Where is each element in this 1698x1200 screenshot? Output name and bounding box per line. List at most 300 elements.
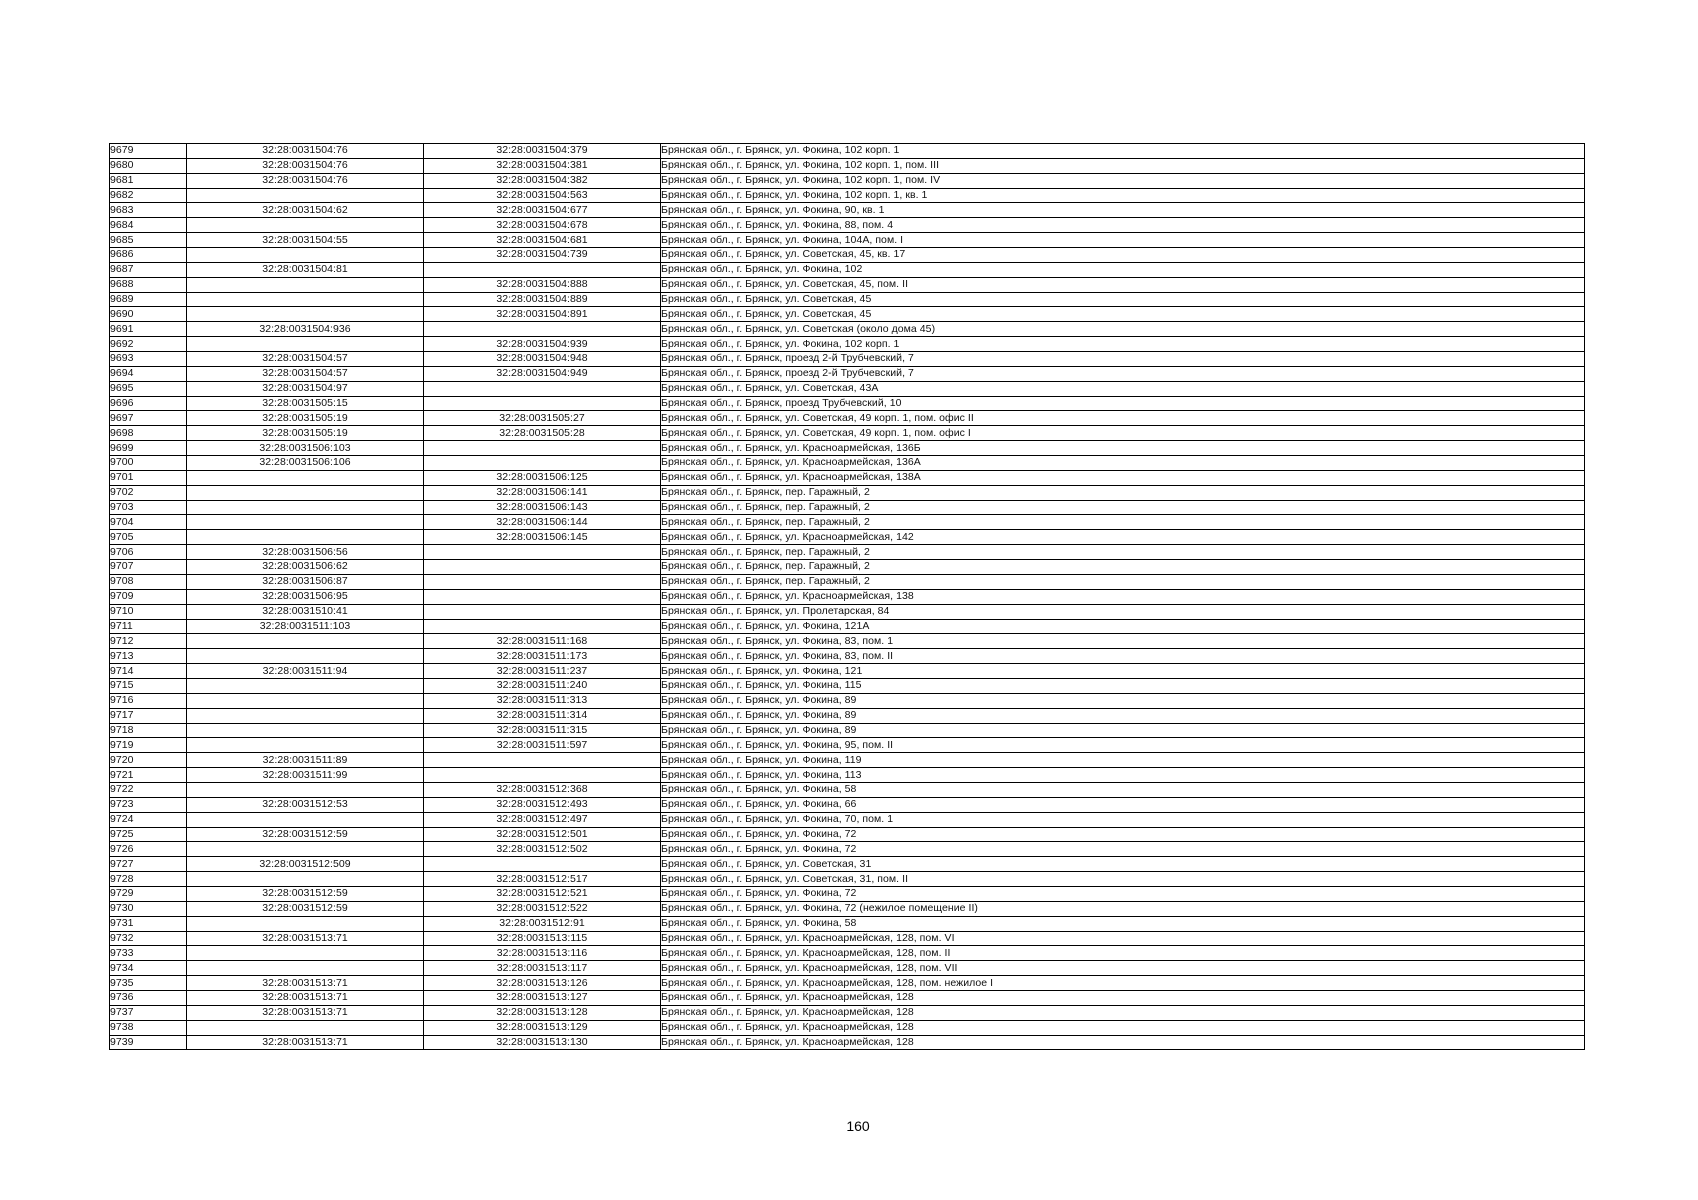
address-cell: Брянская обл., г. Брянск, пер. Гаражный, 2 xyxy=(661,515,1585,530)
row-number-cell: 9683 xyxy=(110,203,187,218)
row-number-cell: 9716 xyxy=(110,693,187,708)
parent-cadastral-number-cell xyxy=(187,946,424,961)
address-cell: Брянская обл., г. Брянск, ул. Красноармейская, 138А xyxy=(661,470,1585,485)
address-cell: Брянская обл., г. Брянск, ул. Фокина, 95, пом. II xyxy=(661,738,1585,753)
address-cell: Брянская обл., г. Брянск, ул. Фокина, 102 корп. 1, пом. III xyxy=(661,158,1585,173)
table-row xyxy=(110,931,1585,946)
row-number-cell: 9688 xyxy=(110,277,187,292)
cadastral-number-cell: 32:28:0031513:116 xyxy=(424,946,661,961)
parent-cadastral-number-cell: 32:28:0031506:56 xyxy=(187,545,424,560)
table-row xyxy=(110,366,1585,381)
address-cell: Брянская обл., г. Брянск, ул. Советская, 43А xyxy=(661,381,1585,396)
table-row xyxy=(110,708,1585,723)
address-cell: Брянская обл., г. Брянск, ул. Красноармейская, 128, пом. VII xyxy=(661,961,1585,976)
address-cell: Брянская обл., г. Брянск, ул. Красноармейская, 142 xyxy=(661,530,1585,545)
parent-cadastral-number-cell: 32:28:0031504:57 xyxy=(187,366,424,381)
address-cell: Брянская обл., г. Брянск, ул. Фокина, 121А xyxy=(661,619,1585,634)
parent-cadastral-number-cell: 32:28:0031506:62 xyxy=(187,560,424,575)
parent-cadastral-number-cell xyxy=(187,1020,424,1035)
cadastral-number-cell: 32:28:0031511:237 xyxy=(424,664,661,679)
row-number-cell: 9731 xyxy=(110,916,187,931)
parent-cadastral-number-cell xyxy=(187,470,424,485)
parent-cadastral-number-cell xyxy=(187,649,424,664)
address-cell: Брянская обл., г. Брянск, ул. Советская, 45 xyxy=(661,307,1585,322)
row-number-cell: 9709 xyxy=(110,589,187,604)
row-number-cell: 9727 xyxy=(110,857,187,872)
cadastral-number-cell: 32:28:0031512:522 xyxy=(424,901,661,916)
table-row xyxy=(110,277,1585,292)
parent-cadastral-number-cell: 32:28:0031504:76 xyxy=(187,144,424,159)
table-row xyxy=(110,322,1585,337)
cadastral-number-cell: 32:28:0031513:129 xyxy=(424,1020,661,1035)
table-row xyxy=(110,381,1585,396)
cadastral-number-cell xyxy=(424,574,661,589)
cadastral-number-cell: 32:28:0031504:681 xyxy=(424,233,661,248)
parent-cadastral-number-cell: 32:28:0031506:103 xyxy=(187,441,424,456)
row-number-cell: 9686 xyxy=(110,248,187,263)
address-cell: Брянская обл., г. Брянск, ул. Фокина, 102 xyxy=(661,262,1585,277)
table-row xyxy=(110,500,1585,515)
cadastral-number-cell: 32:28:0031511:240 xyxy=(424,678,661,693)
row-number-cell: 9679 xyxy=(110,144,187,159)
table-row xyxy=(110,530,1585,545)
row-number-cell: 9698 xyxy=(110,426,187,441)
row-number-cell: 9738 xyxy=(110,1020,187,1035)
cadastral-number-cell xyxy=(424,753,661,768)
address-cell: Брянская обл., г. Брянск, ул. Красноармейская, 136А xyxy=(661,456,1585,471)
table-row xyxy=(110,1035,1585,1050)
row-number-cell: 9732 xyxy=(110,931,187,946)
cadastral-number-cell: 32:28:0031504:379 xyxy=(424,144,661,159)
table-row xyxy=(110,426,1585,441)
cadastral-number-cell: 32:28:0031513:128 xyxy=(424,1005,661,1020)
parent-cadastral-number-cell xyxy=(187,738,424,753)
table-row xyxy=(110,144,1585,159)
address-cell: Брянская обл., г. Брянск, ул. Фокина, 72 (нежилое помещение II) xyxy=(661,901,1585,916)
row-number-cell: 9723 xyxy=(110,797,187,812)
row-number-cell: 9717 xyxy=(110,708,187,723)
address-cell: Брянская обл., г. Брянск, ул. Фокина, 89 xyxy=(661,723,1585,738)
row-number-cell: 9734 xyxy=(110,961,187,976)
table-row xyxy=(110,337,1585,352)
cadastral-number-cell: 32:28:0031504:939 xyxy=(424,337,661,352)
table-row xyxy=(110,797,1585,812)
row-number-cell: 9712 xyxy=(110,634,187,649)
parent-cadastral-number-cell: 32:28:0031506:106 xyxy=(187,456,424,471)
parent-cadastral-number-cell: 32:28:0031505:15 xyxy=(187,396,424,411)
row-number-cell: 9711 xyxy=(110,619,187,634)
address-cell: Брянская обл., г. Брянск, пер. Гаражный, 2 xyxy=(661,545,1585,560)
cadastral-number-cell xyxy=(424,589,661,604)
table-row xyxy=(110,842,1585,857)
parent-cadastral-number-cell xyxy=(187,248,424,263)
address-cell: Брянская обл., г. Брянск, проезд Трубчевский, 10 xyxy=(661,396,1585,411)
parent-cadastral-number-cell: 32:28:0031504:62 xyxy=(187,203,424,218)
cadastral-number-cell: 32:28:0031511:597 xyxy=(424,738,661,753)
cadastral-number-cell: 32:28:0031511:313 xyxy=(424,693,661,708)
address-cell: Брянская обл., г. Брянск, ул. Фокина, 58 xyxy=(661,916,1585,931)
table-row xyxy=(110,916,1585,931)
parent-cadastral-number-cell xyxy=(187,485,424,500)
cadastral-number-cell xyxy=(424,768,661,783)
parent-cadastral-number-cell: 32:28:0031513:71 xyxy=(187,931,424,946)
address-cell: Брянская обл., г. Брянск, ул. Фокина, 90, кв. 1 xyxy=(661,203,1585,218)
row-number-cell: 9697 xyxy=(110,411,187,426)
parent-cadastral-number-cell: 32:28:0031506:87 xyxy=(187,574,424,589)
parent-cadastral-number-cell xyxy=(187,337,424,352)
cadastral-number-cell: 32:28:0031511:314 xyxy=(424,708,661,723)
table-row xyxy=(110,396,1585,411)
row-number-cell: 9706 xyxy=(110,545,187,560)
row-number-cell: 9707 xyxy=(110,560,187,575)
row-number-cell: 9695 xyxy=(110,381,187,396)
cadastral-number-cell: 32:28:0031513:130 xyxy=(424,1035,661,1050)
parent-cadastral-number-cell: 32:28:0031512:59 xyxy=(187,886,424,901)
parent-cadastral-number-cell xyxy=(187,678,424,693)
table-row xyxy=(110,352,1585,367)
row-number-cell: 9729 xyxy=(110,886,187,901)
address-cell: Брянская обл., г. Брянск, ул. Советская, 45, кв. 17 xyxy=(661,248,1585,263)
parent-cadastral-number-cell xyxy=(187,782,424,797)
address-cell: Брянская обл., г. Брянск, ул. Фокина, 102 корп. 1, кв. 1 xyxy=(661,188,1585,203)
table-row xyxy=(110,768,1585,783)
cadastral-number-cell: 32:28:0031506:141 xyxy=(424,485,661,500)
row-number-cell: 9693 xyxy=(110,352,187,367)
table-row xyxy=(110,782,1585,797)
cadastral-number-cell: 32:28:0031511:173 xyxy=(424,649,661,664)
table-row xyxy=(110,218,1585,233)
row-number-cell: 9736 xyxy=(110,990,187,1005)
address-cell: Брянская обл., г. Брянск, ул. Советская, 31, пом. II xyxy=(661,872,1585,887)
parent-cadastral-number-cell xyxy=(187,961,424,976)
row-number-cell: 9739 xyxy=(110,1035,187,1050)
cadastral-number-cell xyxy=(424,619,661,634)
row-number-cell: 9708 xyxy=(110,574,187,589)
address-cell: Брянская обл., г. Брянск, ул. Фокина, 88, пом. 4 xyxy=(661,218,1585,233)
address-cell: Брянская обл., г. Брянск, проезд 2-й Трубчевский, 7 xyxy=(661,352,1585,367)
cadastral-number-cell xyxy=(424,545,661,560)
cadastral-number-cell: 32:28:0031511:168 xyxy=(424,634,661,649)
address-cell: Брянская обл., г. Брянск, ул. Красноармейская, 128, пом. II xyxy=(661,946,1585,961)
row-number-cell: 9684 xyxy=(110,218,187,233)
address-cell: Брянская обл., г. Брянск, пер. Гаражный, 2 xyxy=(661,560,1585,575)
table-row xyxy=(110,976,1585,991)
row-number-cell: 9735 xyxy=(110,976,187,991)
cadastral-number-cell xyxy=(424,857,661,872)
cadastral-number-cell xyxy=(424,396,661,411)
cadastral-number-cell xyxy=(424,262,661,277)
parent-cadastral-number-cell: 32:28:0031513:71 xyxy=(187,990,424,1005)
row-number-cell: 9703 xyxy=(110,500,187,515)
row-number-cell: 9713 xyxy=(110,649,187,664)
cadastral-number-cell: 32:28:0031512:502 xyxy=(424,842,661,857)
row-number-cell: 9696 xyxy=(110,396,187,411)
address-cell: Брянская обл., г. Брянск, ул. Фокина, 102 корп. 1, пом. IV xyxy=(661,173,1585,188)
row-number-cell: 9702 xyxy=(110,485,187,500)
parent-cadastral-number-cell: 32:28:0031505:19 xyxy=(187,426,424,441)
cadastral-number-cell: 32:28:0031512:501 xyxy=(424,827,661,842)
cadastral-number-cell: 32:28:0031504:889 xyxy=(424,292,661,307)
cadastral-number-cell xyxy=(424,456,661,471)
parent-cadastral-number-cell: 32:28:0031513:71 xyxy=(187,1005,424,1020)
address-cell: Брянская обл., г. Брянск, ул. Фокина, 66 xyxy=(661,797,1585,812)
table-row xyxy=(110,664,1585,679)
table-row xyxy=(110,411,1585,426)
table-row xyxy=(110,649,1585,664)
parent-cadastral-number-cell xyxy=(187,530,424,545)
table-row xyxy=(110,961,1585,976)
cadastral-number-cell: 32:28:0031504:382 xyxy=(424,173,661,188)
registry-table-body xyxy=(110,144,1585,1050)
row-number-cell: 9721 xyxy=(110,768,187,783)
address-cell: Брянская обл., г. Брянск, ул. Пролетарская, 84 xyxy=(661,604,1585,619)
cadastral-number-cell: 32:28:0031512:493 xyxy=(424,797,661,812)
row-number-cell: 9714 xyxy=(110,664,187,679)
parent-cadastral-number-cell xyxy=(187,307,424,322)
row-number-cell: 9704 xyxy=(110,515,187,530)
address-cell: Брянская обл., г. Брянск, ул. Советская (около дома 45) xyxy=(661,322,1585,337)
table-row xyxy=(110,560,1585,575)
table-row xyxy=(110,470,1585,485)
table-row xyxy=(110,604,1585,619)
table-row xyxy=(110,158,1585,173)
cadastral-number-cell: 32:28:0031512:517 xyxy=(424,872,661,887)
cadastral-number-cell xyxy=(424,381,661,396)
parent-cadastral-number-cell: 32:28:0031504:76 xyxy=(187,173,424,188)
table-row xyxy=(110,872,1585,887)
address-cell: Брянская обл., г. Брянск, ул. Фокина, 89 xyxy=(661,693,1585,708)
row-number-cell: 9724 xyxy=(110,812,187,827)
address-cell: Брянская обл., г. Брянск, ул. Фокина, 72 xyxy=(661,827,1585,842)
table-row xyxy=(110,188,1585,203)
table-row xyxy=(110,1005,1585,1020)
cadastral-number-cell: 32:28:0031513:127 xyxy=(424,990,661,1005)
row-number-cell: 9680 xyxy=(110,158,187,173)
address-cell: Брянская обл., г. Брянск, ул. Советская, 31 xyxy=(661,857,1585,872)
parent-cadastral-number-cell: 32:28:0031504:81 xyxy=(187,262,424,277)
address-cell: Брянская обл., г. Брянск, ул. Советская, 49 корп. 1, пом. офис I xyxy=(661,426,1585,441)
row-number-cell: 9694 xyxy=(110,366,187,381)
address-cell: Брянская обл., г. Брянск, ул. Фокина, 102 корп. 1 xyxy=(661,144,1585,159)
address-cell: Брянская обл., г. Брянск, ул. Фокина, 83, пом. II xyxy=(661,649,1585,664)
cadastral-number-cell: 32:28:0031504:678 xyxy=(424,218,661,233)
table-row xyxy=(110,248,1585,263)
cadastral-number-cell: 32:28:0031512:368 xyxy=(424,782,661,797)
table-row xyxy=(110,1020,1585,1035)
cadastral-number-cell xyxy=(424,604,661,619)
table-row xyxy=(110,901,1585,916)
table-row xyxy=(110,203,1585,218)
parent-cadastral-number-cell: 32:28:0031506:95 xyxy=(187,589,424,604)
parent-cadastral-number-cell: 32:28:0031511:99 xyxy=(187,768,424,783)
address-cell: Брянская обл., г. Брянск, ул. Красноармейская, 128 xyxy=(661,1035,1585,1050)
parent-cadastral-number-cell: 32:28:0031504:97 xyxy=(187,381,424,396)
parent-cadastral-number-cell: 32:28:0031512:509 xyxy=(187,857,424,872)
address-cell: Брянская обл., г. Брянск, ул. Фокина, 113 xyxy=(661,768,1585,783)
parent-cadastral-number-cell: 32:28:0031504:55 xyxy=(187,233,424,248)
cadastral-number-cell: 32:28:0031504:948 xyxy=(424,352,661,367)
address-cell: Брянская обл., г. Брянск, ул. Красноармейская, 128, пом. нежилое I xyxy=(661,976,1585,991)
row-number-cell: 9715 xyxy=(110,678,187,693)
parent-cadastral-number-cell xyxy=(187,708,424,723)
address-cell: Брянская обл., г. Брянск, ул. Советская, 49 корп. 1, пом. офис II xyxy=(661,411,1585,426)
table-row xyxy=(110,693,1585,708)
parent-cadastral-number-cell: 32:28:0031510:41 xyxy=(187,604,424,619)
parent-cadastral-number-cell xyxy=(187,812,424,827)
table-row xyxy=(110,545,1585,560)
table-row xyxy=(110,946,1585,961)
parent-cadastral-number-cell: 32:28:0031504:76 xyxy=(187,158,424,173)
table-row xyxy=(110,723,1585,738)
table-row xyxy=(110,574,1585,589)
table-row xyxy=(110,173,1585,188)
address-cell: Брянская обл., г. Брянск, ул. Красноармейская, 128 xyxy=(661,1005,1585,1020)
cadastral-number-cell: 32:28:0031511:315 xyxy=(424,723,661,738)
parent-cadastral-number-cell xyxy=(187,292,424,307)
row-number-cell: 9692 xyxy=(110,337,187,352)
parent-cadastral-number-cell: 32:28:0031511:103 xyxy=(187,619,424,634)
row-number-cell: 9720 xyxy=(110,753,187,768)
address-cell: Брянская обл., г. Брянск, ул. Советская, 45 xyxy=(661,292,1585,307)
cadastral-number-cell: 32:28:0031506:125 xyxy=(424,470,661,485)
parent-cadastral-number-cell xyxy=(187,842,424,857)
parent-cadastral-number-cell: 32:28:0031505:19 xyxy=(187,411,424,426)
table-row xyxy=(110,589,1585,604)
row-number-cell: 9726 xyxy=(110,842,187,857)
table-row xyxy=(110,441,1585,456)
cadastral-number-cell: 32:28:0031506:143 xyxy=(424,500,661,515)
row-number-cell: 9733 xyxy=(110,946,187,961)
address-cell: Брянская обл., г. Брянск, ул. Красноармейская, 128, пом. VI xyxy=(661,931,1585,946)
parent-cadastral-number-cell: 32:28:0031512:59 xyxy=(187,827,424,842)
address-cell: Брянская обл., г. Брянск, ул. Фокина, 58 xyxy=(661,782,1585,797)
address-cell: Брянская обл., г. Брянск, проезд 2-й Трубчевский, 7 xyxy=(661,366,1585,381)
table-row xyxy=(110,619,1585,634)
table-row xyxy=(110,292,1585,307)
cadastral-number-cell: 32:28:0031512:521 xyxy=(424,886,661,901)
table-row xyxy=(110,678,1585,693)
address-cell: Брянская обл., г. Брянск, ул. Фокина, 72 xyxy=(661,886,1585,901)
address-cell: Брянская обл., г. Брянск, пер. Гаражный, 2 xyxy=(661,500,1585,515)
parent-cadastral-number-cell xyxy=(187,515,424,530)
address-cell: Брянская обл., г. Брянск, ул. Фокина, 102 корп. 1 xyxy=(661,337,1585,352)
row-number-cell: 9705 xyxy=(110,530,187,545)
parent-cadastral-number-cell xyxy=(187,218,424,233)
cadastral-number-cell: 32:28:0031513:115 xyxy=(424,931,661,946)
address-cell: Брянская обл., г. Брянск, ул. Фокина, 104А, пом. I xyxy=(661,233,1585,248)
row-number-cell: 9689 xyxy=(110,292,187,307)
row-number-cell: 9690 xyxy=(110,307,187,322)
parent-cadastral-number-cell: 32:28:0031511:89 xyxy=(187,753,424,768)
table-row xyxy=(110,886,1585,901)
address-cell: Брянская обл., г. Брянск, ул. Фокина, 89 xyxy=(661,708,1585,723)
parent-cadastral-number-cell: 32:28:0031513:71 xyxy=(187,976,424,991)
cadastral-number-cell: 32:28:0031504:677 xyxy=(424,203,661,218)
parent-cadastral-number-cell: 32:28:0031504:936 xyxy=(187,322,424,337)
address-cell: Брянская обл., г. Брянск, ул. Фокина, 119 xyxy=(661,753,1585,768)
row-number-cell: 9718 xyxy=(110,723,187,738)
parent-cadastral-number-cell xyxy=(187,872,424,887)
address-cell: Брянская обл., г. Брянск, ул. Фокина, 115 xyxy=(661,678,1585,693)
parent-cadastral-number-cell xyxy=(187,634,424,649)
table-row xyxy=(110,233,1585,248)
cadastral-number-cell: 32:28:0031506:144 xyxy=(424,515,661,530)
parent-cadastral-number-cell: 32:28:0031513:71 xyxy=(187,1035,424,1050)
address-cell: Брянская обл., г. Брянск, ул. Фокина, 72 xyxy=(661,842,1585,857)
parent-cadastral-number-cell: 32:28:0031511:94 xyxy=(187,664,424,679)
table-row xyxy=(110,456,1585,471)
row-number-cell: 9700 xyxy=(110,456,187,471)
row-number-cell: 9737 xyxy=(110,1005,187,1020)
table-row xyxy=(110,753,1585,768)
row-number-cell: 9699 xyxy=(110,441,187,456)
address-cell: Брянская обл., г. Брянск, ул. Красноармейская, 136Б xyxy=(661,441,1585,456)
parent-cadastral-number-cell xyxy=(187,693,424,708)
cadastral-number-cell xyxy=(424,560,661,575)
row-number-cell: 9701 xyxy=(110,470,187,485)
row-number-cell: 9681 xyxy=(110,173,187,188)
parent-cadastral-number-cell xyxy=(187,500,424,515)
page-number: 160 xyxy=(846,1118,870,1134)
parent-cadastral-number-cell: 32:28:0031512:53 xyxy=(187,797,424,812)
address-cell: Брянская обл., г. Брянск, пер. Гаражный, 2 xyxy=(661,574,1585,589)
parent-cadastral-number-cell xyxy=(187,188,424,203)
cadastral-number-cell: 32:28:0031504:949 xyxy=(424,366,661,381)
table-row xyxy=(110,827,1585,842)
row-number-cell: 9728 xyxy=(110,872,187,887)
row-number-cell: 9687 xyxy=(110,262,187,277)
parent-cadastral-number-cell: 32:28:0031512:59 xyxy=(187,901,424,916)
row-number-cell: 9722 xyxy=(110,782,187,797)
row-number-cell: 9719 xyxy=(110,738,187,753)
registry-table xyxy=(109,143,1585,1050)
address-cell: Брянская обл., г. Брянск, ул. Фокина, 121 xyxy=(661,664,1585,679)
cadastral-number-cell: 32:28:0031504:891 xyxy=(424,307,661,322)
address-cell: Брянская обл., г. Брянск, ул. Красноармейская, 138 xyxy=(661,589,1585,604)
table-row xyxy=(110,990,1585,1005)
table-row xyxy=(110,634,1585,649)
row-number-cell: 9730 xyxy=(110,901,187,916)
address-cell: Брянская обл., г. Брянск, ул. Красноармейская, 128 xyxy=(661,990,1585,1005)
row-number-cell: 9691 xyxy=(110,322,187,337)
parent-cadastral-number-cell: 32:28:0031504:57 xyxy=(187,352,424,367)
table-row xyxy=(110,262,1585,277)
cadastral-number-cell: 32:28:0031512:91 xyxy=(424,916,661,931)
table-row xyxy=(110,515,1585,530)
cadastral-number-cell: 32:28:0031513:126 xyxy=(424,976,661,991)
table-row xyxy=(110,812,1585,827)
table-row xyxy=(110,485,1585,500)
cadastral-number-cell: 32:28:0031512:497 xyxy=(424,812,661,827)
row-number-cell: 9685 xyxy=(110,233,187,248)
address-cell: Брянская обл., г. Брянск, ул. Красноармейская, 128 xyxy=(661,1020,1585,1035)
table-row xyxy=(110,738,1585,753)
row-number-cell: 9725 xyxy=(110,827,187,842)
cadastral-number-cell: 32:28:0031504:381 xyxy=(424,158,661,173)
address-cell: Брянская обл., г. Брянск, ул. Фокина, 70, пом. 1 xyxy=(661,812,1585,827)
address-cell: Брянская обл., г. Брянск, ул. Фокина, 83, пом. 1 xyxy=(661,634,1585,649)
address-cell: Брянская обл., г. Брянск, пер. Гаражный, 2 xyxy=(661,485,1585,500)
parent-cadastral-number-cell xyxy=(187,277,424,292)
address-cell: Брянская обл., г. Брянск, ул. Советская, 45, пом. II xyxy=(661,277,1585,292)
table-row xyxy=(110,307,1585,322)
cadastral-number-cell: 32:28:0031513:117 xyxy=(424,961,661,976)
cadastral-number-cell: 32:28:0031505:28 xyxy=(424,426,661,441)
row-number-cell: 9682 xyxy=(110,188,187,203)
table-row xyxy=(110,857,1585,872)
cadastral-number-cell: 32:28:0031504:888 xyxy=(424,277,661,292)
row-number-cell: 9710 xyxy=(110,604,187,619)
